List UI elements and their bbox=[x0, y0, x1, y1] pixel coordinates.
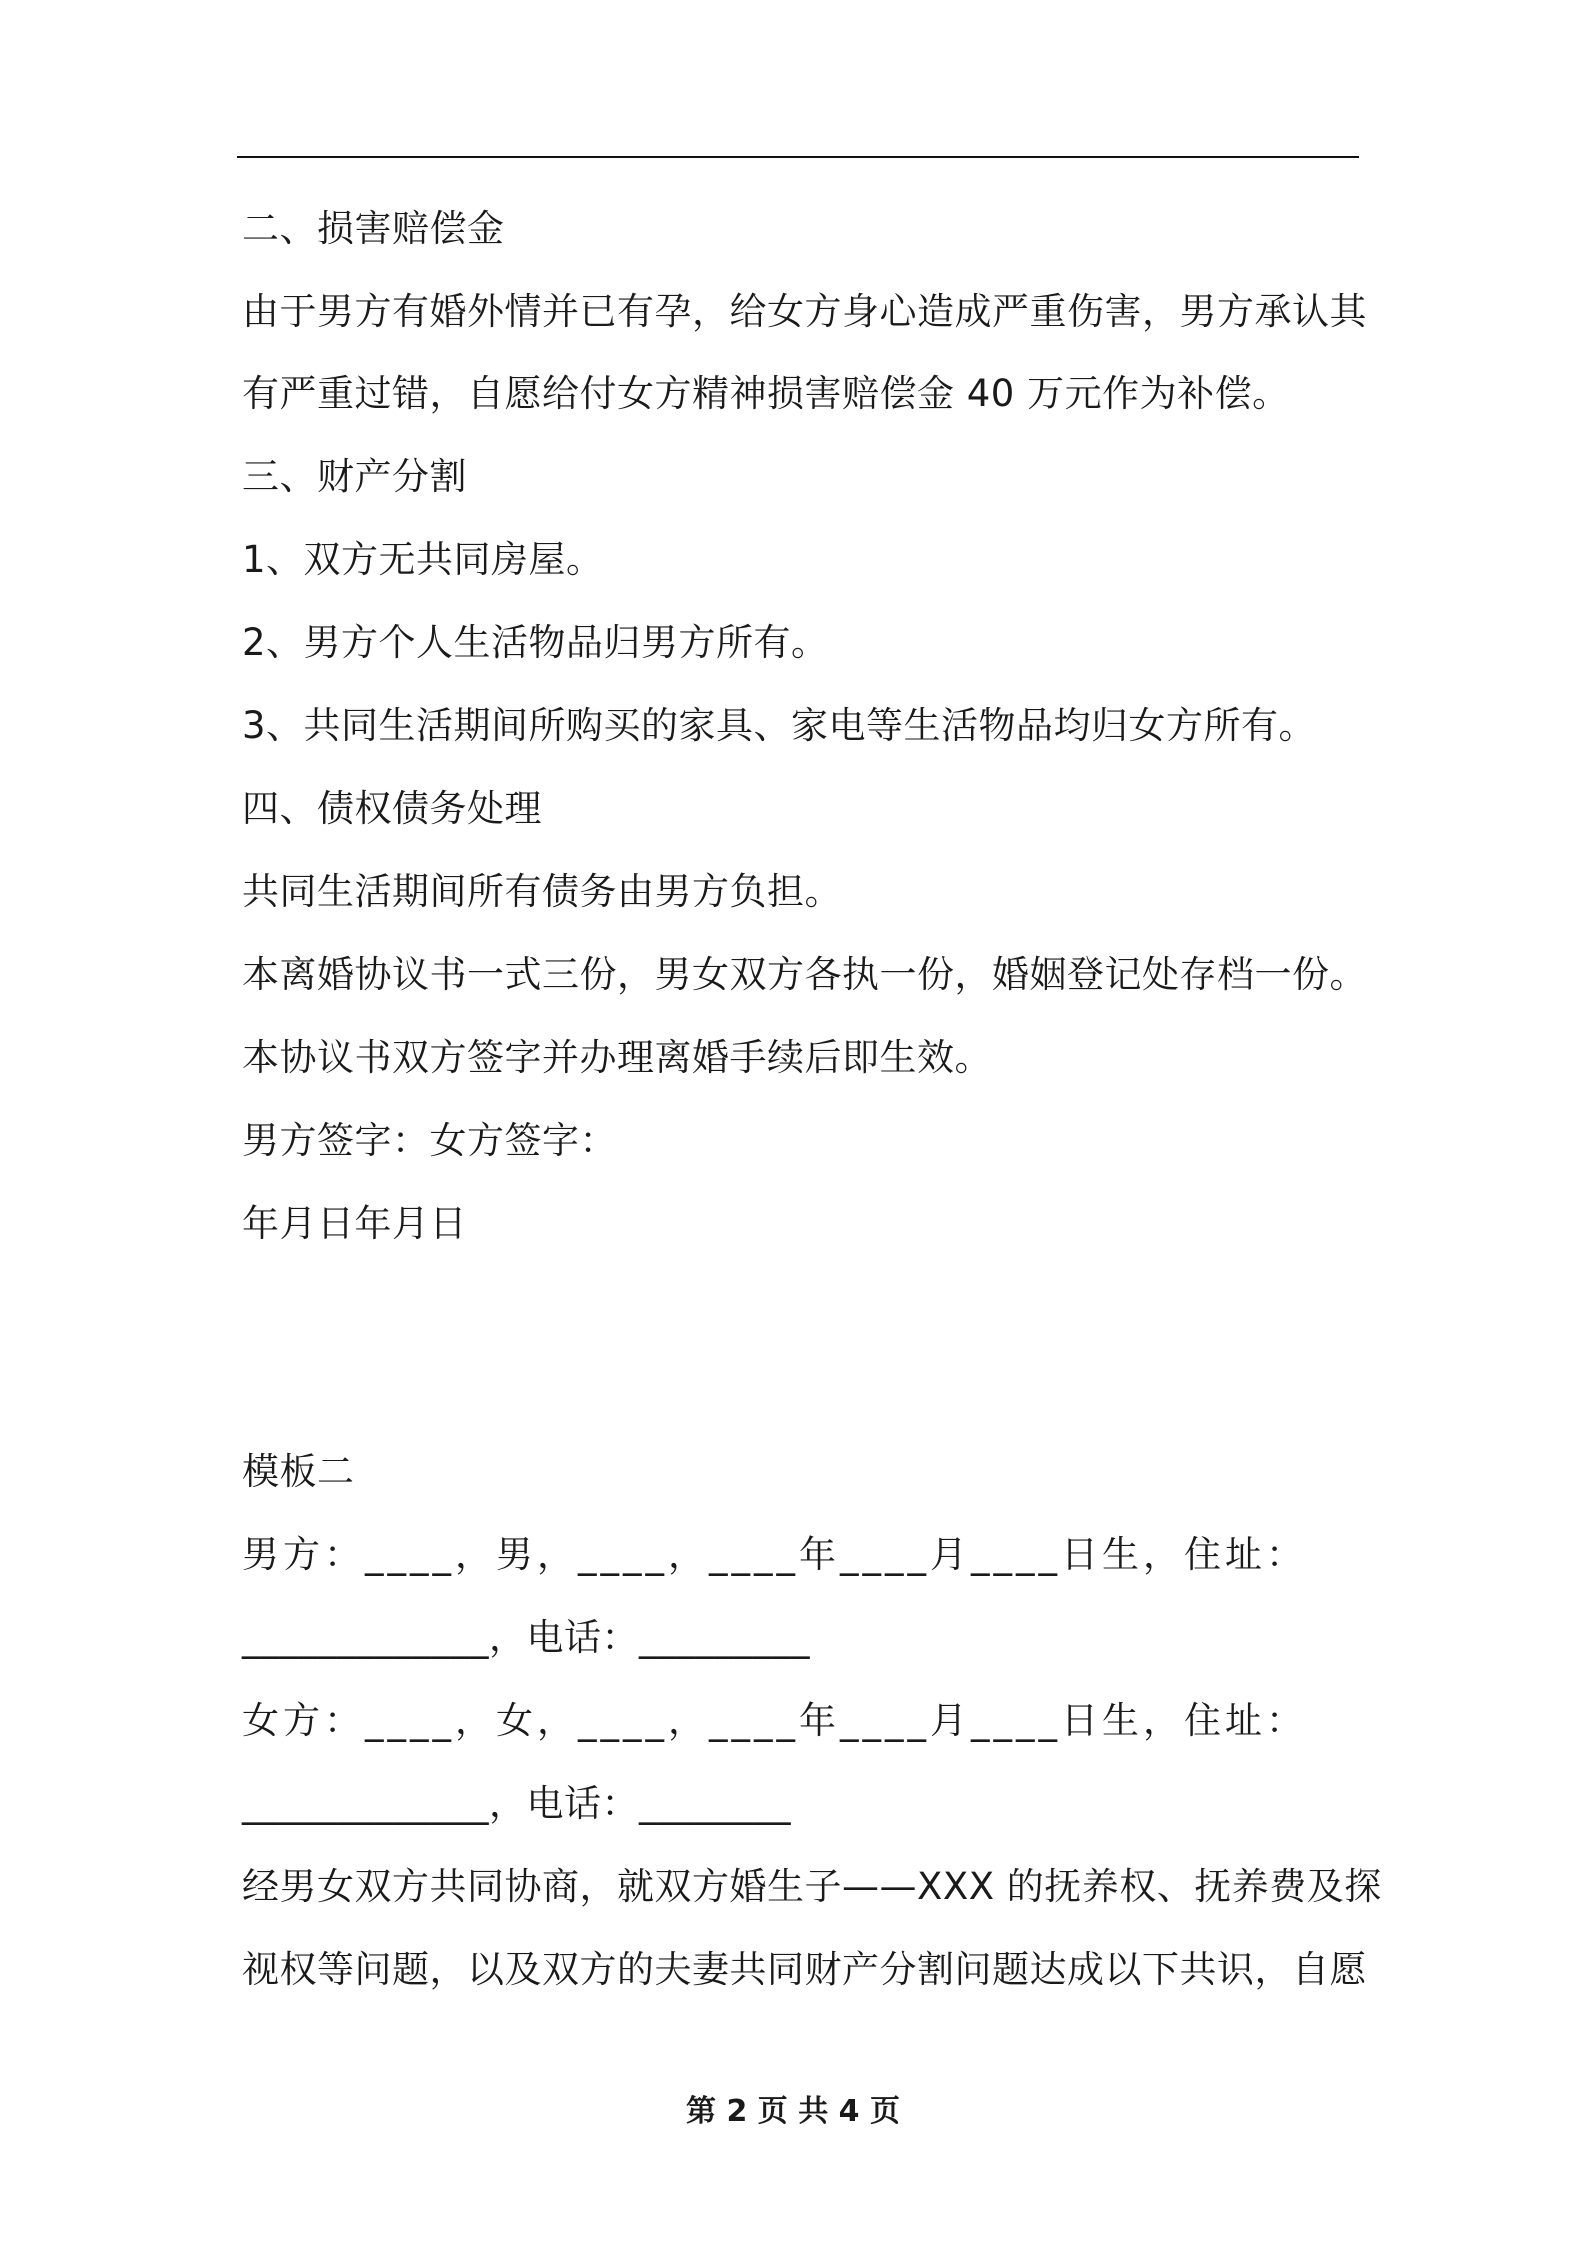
template-heading: 模板二 bbox=[242, 1450, 355, 1493]
list-item: 3、共同生活期间所购买的家具、家电等生活物品均归女方所有。 bbox=[242, 704, 1317, 747]
list-item: 2、男方个人生活物品归男方所有。 bbox=[242, 621, 829, 664]
section-heading-debts: 四、债权债务处理 bbox=[242, 787, 542, 830]
signature-line: 男方签字：女方签字： bbox=[242, 1119, 617, 1162]
paragraph-line: 由于男方有婚外情并已有孕，给女方身心造成严重伤害，男方承认其 bbox=[242, 290, 1367, 333]
form-line-male-phone: _____________，电话：_________ bbox=[242, 1616, 810, 1659]
paragraph-line: 本离婚协议书一式三份，男女双方各执一份，婚姻登记处存档一份。 bbox=[242, 953, 1367, 996]
form-line-female: 女方：____，女，____，____年____月____日生，住址： bbox=[242, 1699, 1307, 1742]
form-line-male: 男方：____，男，____，____年____月____日生，住址： bbox=[242, 1533, 1307, 1576]
paragraph-line: 视权等问题，以及双方的夫妻共同财产分割问题达成以下共识，自愿 bbox=[242, 1948, 1367, 1991]
header-rule bbox=[237, 156, 1359, 158]
date-line: 年月日年月日 bbox=[242, 1202, 467, 1245]
section-heading-property: 三、财产分割 bbox=[242, 455, 467, 498]
form-line-female-phone: _____________，电话：________ bbox=[242, 1782, 791, 1825]
paragraph-line: 本协议书双方签字并办理离婚手续后即生效。 bbox=[242, 1036, 992, 1079]
paragraph-line: 经男女双方共同协商，就双方婚生子——XXX 的抚养权、抚养费及探 bbox=[242, 1865, 1382, 1908]
list-item: 1、双方无共同房屋。 bbox=[242, 538, 604, 581]
page-number-footer: 第 2 页 共 4 页 bbox=[686, 2094, 900, 2129]
paragraph-line: 有严重过错，自愿给付女方精神损害赔偿金 40 万元作为补偿。 bbox=[242, 372, 1290, 415]
section-heading-damages: 二、损害赔偿金 bbox=[242, 207, 505, 250]
paragraph-line: 共同生活期间所有债务由男方负担。 bbox=[242, 870, 842, 913]
